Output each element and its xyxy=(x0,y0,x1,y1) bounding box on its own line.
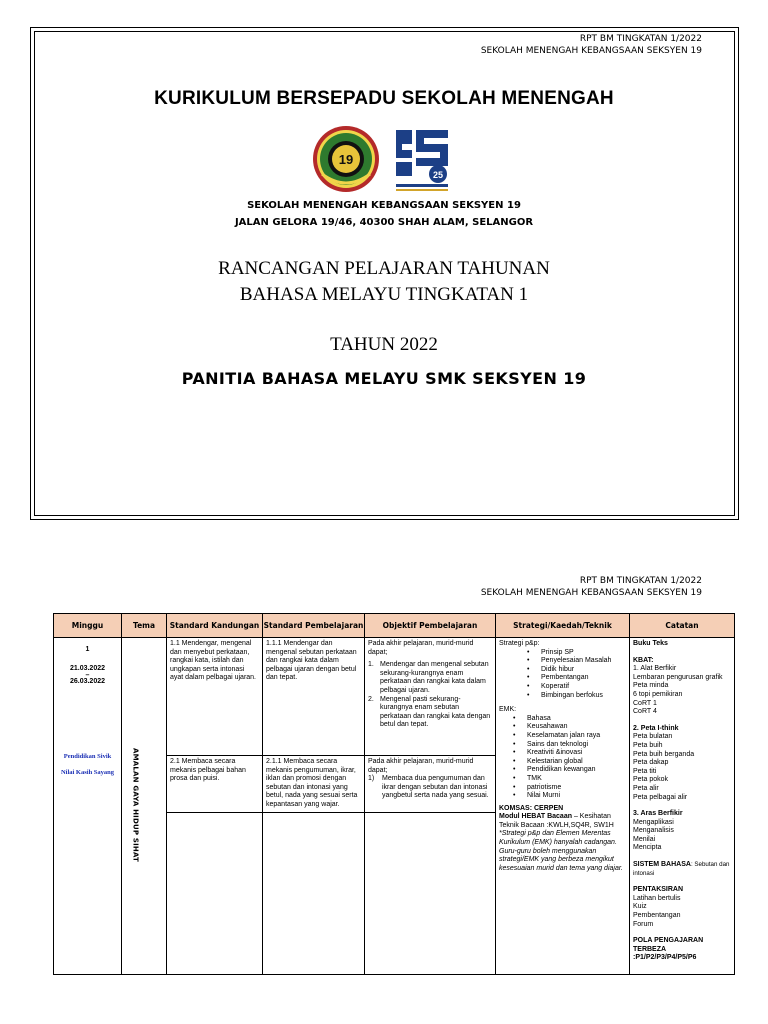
table-header-row xyxy=(54,614,735,638)
list-item: • Bimbingan berfokus xyxy=(529,692,626,701)
emk-list xyxy=(515,715,626,801)
civic-value: Nilai Kasih Sayang xyxy=(60,769,115,777)
modul-label: Modul HEBAT Bacaan xyxy=(499,813,572,821)
list-item: • Bahasa xyxy=(515,715,626,724)
list-item: • Penyelesaian Masalah xyxy=(529,657,626,666)
list-item: 2. Mengenal pasti sekurang-kurangnya enam sebutan perkataan dan rangkai kata dengan betul dan tepat. xyxy=(368,695,491,729)
col-header-standard-pembelajaran: Standard Pembelajaran xyxy=(263,614,365,638)
list-item: CoRT 1 xyxy=(633,699,657,707)
date-dash: – xyxy=(85,672,90,680)
list-item: • Kreativiti &inovasi xyxy=(515,749,626,758)
cover-header-line2: SEKOLAH MENENGAH KEBANGSAAN SEKSYEN 19 xyxy=(480,46,702,56)
main-title: KURIKULUM BERSEPADU SEKOLAH MENENGAH xyxy=(154,88,614,109)
list-item: • Keselamatan jalan raya xyxy=(515,732,626,741)
pola-line2: TERBEZA xyxy=(633,945,667,953)
strategi-cell xyxy=(496,638,630,975)
list-item: Peta titi xyxy=(633,767,657,775)
date-start: 21.03.2022 xyxy=(69,664,106,672)
list-item: Peta pelbagai alir xyxy=(633,793,688,801)
sp1-cell: 1.1.1 Mendengar dan mengenal sebutan perkataan dan rangkai kata dalam pelbagai ujaran dengan betul dan tepat. xyxy=(263,638,365,756)
anniversary-logo xyxy=(396,130,448,191)
komsas: KOMSAS: CERPEN xyxy=(499,804,564,812)
list-item: • Keusahawan xyxy=(515,723,626,732)
rpt-title-line1: RANCANGAN PELAJARAN TAHUNAN xyxy=(218,258,550,279)
pentaksiran-title: PENTAKSIRAN xyxy=(633,886,684,894)
list-item: Peta alir xyxy=(633,784,659,792)
list-item: • patriotisme xyxy=(515,784,626,793)
cover-header-line1: RPT BM TINGKATAN 1/2022 xyxy=(579,34,702,44)
sistem-rest: : Sebutan dan intonasi xyxy=(633,861,730,877)
obj2-intro: Pada akhir pelajaran, murid-murid dapat; xyxy=(368,758,474,774)
date-end: 26.03.2022 xyxy=(69,678,106,686)
strategi-title: Strategi p&p: xyxy=(499,640,540,647)
ithink-title: 2. Peta I-think xyxy=(633,724,679,732)
list-item: Pembentangan xyxy=(633,912,681,920)
school-name: SEKOLAH MENENGAH KEBANGSAAN SEKSYEN 19 xyxy=(247,200,521,211)
list-item: Peta dakap xyxy=(633,759,669,767)
list-item: Menilai xyxy=(633,835,656,843)
sp2-cell: 2.1.1 Membaca secara mekanis pengumuman, ikrar, iklan dan promosi dengan sebutan dan intonasi yang betul, nada yang sesuai serta kepantasan yang wajar. xyxy=(263,756,365,813)
modul-line xyxy=(499,813,626,830)
list-item: CoRT 4 xyxy=(633,708,657,716)
obj1-cell xyxy=(365,638,496,756)
panitia: PANITIA BAHASA MELAYU SMK SEKSYEN 19 xyxy=(181,369,587,388)
list-item: • Sains dan teknologi xyxy=(515,741,626,750)
list-item: 6 topi pemikiran xyxy=(633,690,683,698)
civic-label: Pendidikan Sivik xyxy=(63,752,112,760)
col-header-minggu: Minggu xyxy=(54,614,122,638)
page2-header-line1: RPT BM TINGKATAN 1/2022 xyxy=(579,576,702,586)
list-item: Mengaplikasi xyxy=(633,818,674,826)
list-item: • Didik hibur xyxy=(529,666,626,675)
col-header-tema: Tema xyxy=(122,614,167,638)
list-item: • Nilai Murni xyxy=(515,792,626,801)
sistem-bahasa xyxy=(633,861,731,878)
rpt-table xyxy=(53,613,735,975)
list-item: • TMK xyxy=(515,775,626,784)
list-item: • Kelestarian global xyxy=(515,758,626,767)
modul-rest: – Kesihatan Teknik Bacaan :KWLH,SQ4R, SW1H xyxy=(499,813,614,829)
pola-line1: POLA PENGAJARAN xyxy=(633,937,704,945)
col-header-catatan: Catatan xyxy=(630,614,735,638)
obj2-list xyxy=(368,775,492,801)
page2-header xyxy=(481,575,702,599)
sk2-cell: 2.1 Membaca secara mekanis pelbagai bahan prosa dan puisi. xyxy=(167,756,263,813)
list-item: 1. Mendengar dan mengenal sebutan sekurang-kurangnya enam perkataan dan rangkai kata dalam pelbagai ujaran. xyxy=(368,661,489,694)
list-item: Peta pokok xyxy=(633,776,669,784)
catatan-cell xyxy=(630,638,735,975)
sistem-label: SISTEM BAHASA xyxy=(633,861,691,869)
school-crest-logo xyxy=(312,122,462,197)
list-item: • Prinsip SP xyxy=(529,649,626,658)
list-item: • Pembentangan xyxy=(529,674,626,683)
list-item: Menganalisis xyxy=(633,827,674,835)
table-row xyxy=(54,638,735,756)
empty-cell xyxy=(167,812,263,974)
empty-cell xyxy=(365,812,496,974)
list-item: Lembaran pengurusan grafik xyxy=(633,673,723,681)
list-item: 1) Membaca dua pengumuman dan ikrar dengan sebutan dan intonasi yangbetul serta nada yang sesuai. xyxy=(368,775,489,800)
list-item: 1. Alat Berfikir xyxy=(633,665,677,673)
list-item: • Koperatif xyxy=(529,683,626,692)
logos xyxy=(312,122,462,197)
kbat-title: KBAT: xyxy=(633,656,654,664)
sk1-cell: 1.1 Mendengar, mengenal dan menyebut perkataan, rangkai kata, istilah dan ungkapan serta intonasi ayat dalam pelbagai ujaran. xyxy=(167,638,263,756)
col-header-objektif: Objektif Pembelajaran xyxy=(365,614,496,638)
list-item: Peta buih xyxy=(633,741,663,749)
tema-cell xyxy=(122,638,167,975)
anniversary-number: 25 xyxy=(432,170,444,180)
tema-text: AMALAN GAYA HIDUP SIHAT xyxy=(131,748,140,862)
obj1-intro: Pada akhir pelajaran, murid-murid dapat; xyxy=(368,640,474,656)
obj2-cell xyxy=(365,756,496,813)
col-header-standard-kandungan: Standard Kandungan xyxy=(167,614,263,638)
rpt-title-line2: BAHASA MELAYU TINGKATAN 1 xyxy=(239,284,529,305)
minggu-cell xyxy=(54,638,122,975)
svg-text:19: 19 xyxy=(338,152,354,167)
list-item: • Pendidikan kewangan xyxy=(515,766,626,775)
buku-teks: Buku Teks xyxy=(633,640,668,647)
list-item: Forum xyxy=(633,920,654,928)
col-header-strategi: Strategi/Kaedah/Teknik xyxy=(496,614,630,638)
page2-header-line2: SEKOLAH MENENGAH KEBANGSAAN SEKSYEN 19 xyxy=(480,588,702,598)
aras-title: 3. Aras Berfikir xyxy=(633,810,683,818)
year: TAHUN 2022 xyxy=(330,334,438,355)
list-item: Latihan bertulis xyxy=(633,894,681,902)
list-item: Kuiz xyxy=(633,903,647,911)
strategi-list xyxy=(529,649,626,701)
empty-cell xyxy=(263,812,365,974)
strategi-note: *Strategi p&p dan Elemen Merentas Kurikulum (EMK) hanyalah cadangan. Guru-guru boleh menggunakan strategi/EMK yang berbeza mengikut kesesuaian murid dan tema yang diajar. xyxy=(499,830,623,872)
emk-title: EMK: xyxy=(499,706,517,714)
obj1-list xyxy=(368,661,492,730)
school-address: JALAN GELORA 19/46, 40300 SHAH ALAM, SELANGOR xyxy=(234,217,534,228)
list-item: Mencipta xyxy=(633,844,662,852)
week-number: 1 xyxy=(85,646,90,653)
list-item: Peta bulatan xyxy=(633,733,673,741)
list-item: Peta minda xyxy=(633,682,669,690)
pola-line3: :P1/P2/P3/P4/P5/P6 xyxy=(633,954,697,962)
list-item: Peta buih berganda xyxy=(633,750,695,758)
